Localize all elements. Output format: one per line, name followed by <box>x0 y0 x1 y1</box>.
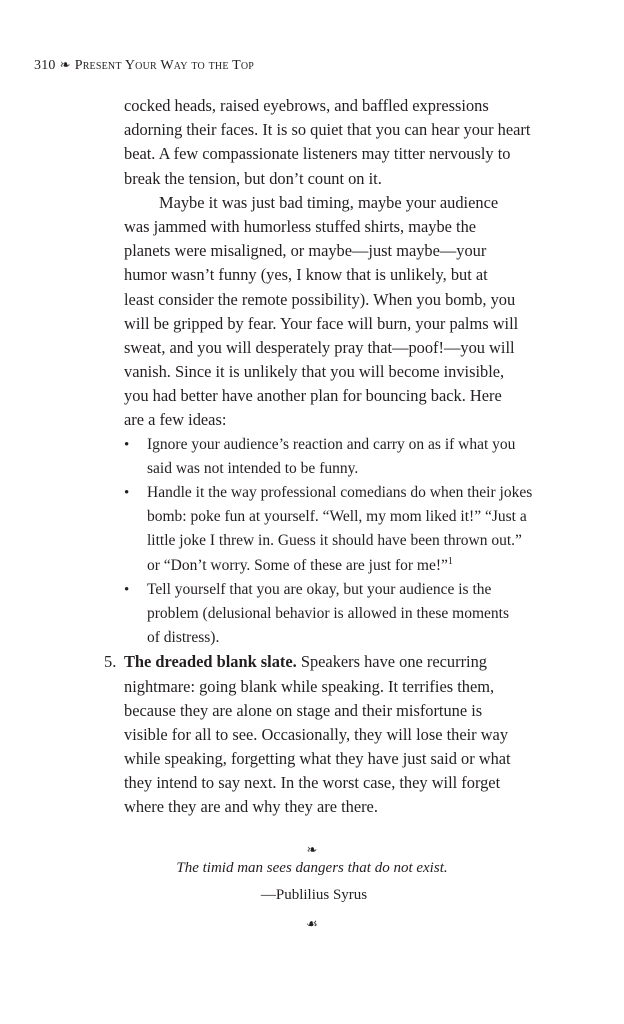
text-line: Maybe it was just bad timing, maybe your audience <box>159 192 499 212</box>
bullet-icon: • <box>124 436 130 453</box>
fleuron-bottom-icon: ☙ <box>306 916 318 931</box>
numbered-item <box>104 650 584 819</box>
text-line: will be gripped by fear. Your face will burn, your palms will <box>124 313 519 333</box>
text-line: break the tension, but don’t count on it. <box>124 168 382 188</box>
fleuron-ornament-icon: ❧ <box>59 57 71 72</box>
fleuron-top-icon: ❧ <box>306 842 318 857</box>
text-line: Handle it the way professional comedians do when their jokes <box>147 484 533 501</box>
text-line: adorning their faces. It is so quiet that you can hear your heart <box>124 120 531 140</box>
epigraph-attribution: —Publilius Syrus <box>260 887 368 903</box>
footnote-marker[interactable]: 1 <box>447 555 453 567</box>
epigraph-quote: The timid man sees dangers that do not exist. <box>176 860 448 876</box>
text-line: because they are alone on stage and their misfortune is <box>124 700 483 720</box>
text-line: was jammed with humorless stuffed shirts, maybe the <box>124 216 477 236</box>
text-line: they intend to say next. In the worst case, they will forget <box>124 773 501 793</box>
text-line: while speaking, forgetting what they have just said or what <box>124 749 511 769</box>
text-line-content: or “Don’t worry. Some of these are just for me!” <box>147 556 448 574</box>
text-line: planets were misaligned, or maybe—just maybe—your <box>124 241 487 261</box>
running-head-title: Present Your Way to the Top <box>74 58 255 73</box>
bullet-list <box>124 433 584 651</box>
text-line: Ignore your audience’s reaction and carry on as if what you <box>147 435 516 453</box>
bullet-icon: • <box>124 485 130 501</box>
text-line: vanish. Since it is unlikely that you will become invisible, <box>124 362 505 382</box>
body-text <box>104 94 584 820</box>
text-line: of distress). <box>147 629 220 647</box>
text-line: sweat, and you will desperately pray that—poof!—you will <box>124 337 515 357</box>
text-line: where they are and why they are there. <box>124 797 378 817</box>
text-line <box>147 554 584 578</box>
text-line: little joke I threw in. Guess it should have been thrown out.” <box>147 532 522 550</box>
text-line: least consider the remote possibility). When you bomb, you <box>124 289 516 309</box>
bullet-icon: • <box>124 581 130 598</box>
text-line: are a few ideas: <box>124 410 227 430</box>
bullet-item <box>124 433 584 481</box>
text-line: Tell yourself that you are okay, but your audience is the <box>147 580 492 598</box>
text-line: nightmare: going blank while speaking. It terrifies them, <box>124 676 495 696</box>
text-line: you had better have another plan for bouncing back. Here <box>124 386 502 406</box>
bullet-item <box>124 578 584 651</box>
bullet-item <box>124 481 584 578</box>
item-heading: The dreaded blank slate. <box>124 652 297 672</box>
text-line: beat. A few compassionate listeners may titter nervously to <box>124 144 511 164</box>
text-line-content: Speakers have one recurring <box>296 652 487 672</box>
text-line: visible for all to see. Occasionally, they will lose their way <box>124 724 509 744</box>
page-number: 310 <box>34 58 56 73</box>
text-line <box>124 650 584 674</box>
text-line: bomb: poke fun at yourself. “Well, my mom liked it!” “Just a <box>147 508 527 526</box>
text-line: cocked heads, raised eyebrows, and baffled expressions <box>124 96 489 115</box>
text-line: said was not intended to be funny. <box>147 459 359 477</box>
text-line: humor wasn’t funny (yes, I know that is unlikely, but at <box>124 265 488 285</box>
item-number: 5. <box>104 652 117 672</box>
text-line: problem (delusional behavior is allowed in these moments <box>147 604 510 622</box>
paragraph-continued <box>124 94 584 191</box>
running-head <box>34 56 254 75</box>
paragraph <box>124 191 584 433</box>
